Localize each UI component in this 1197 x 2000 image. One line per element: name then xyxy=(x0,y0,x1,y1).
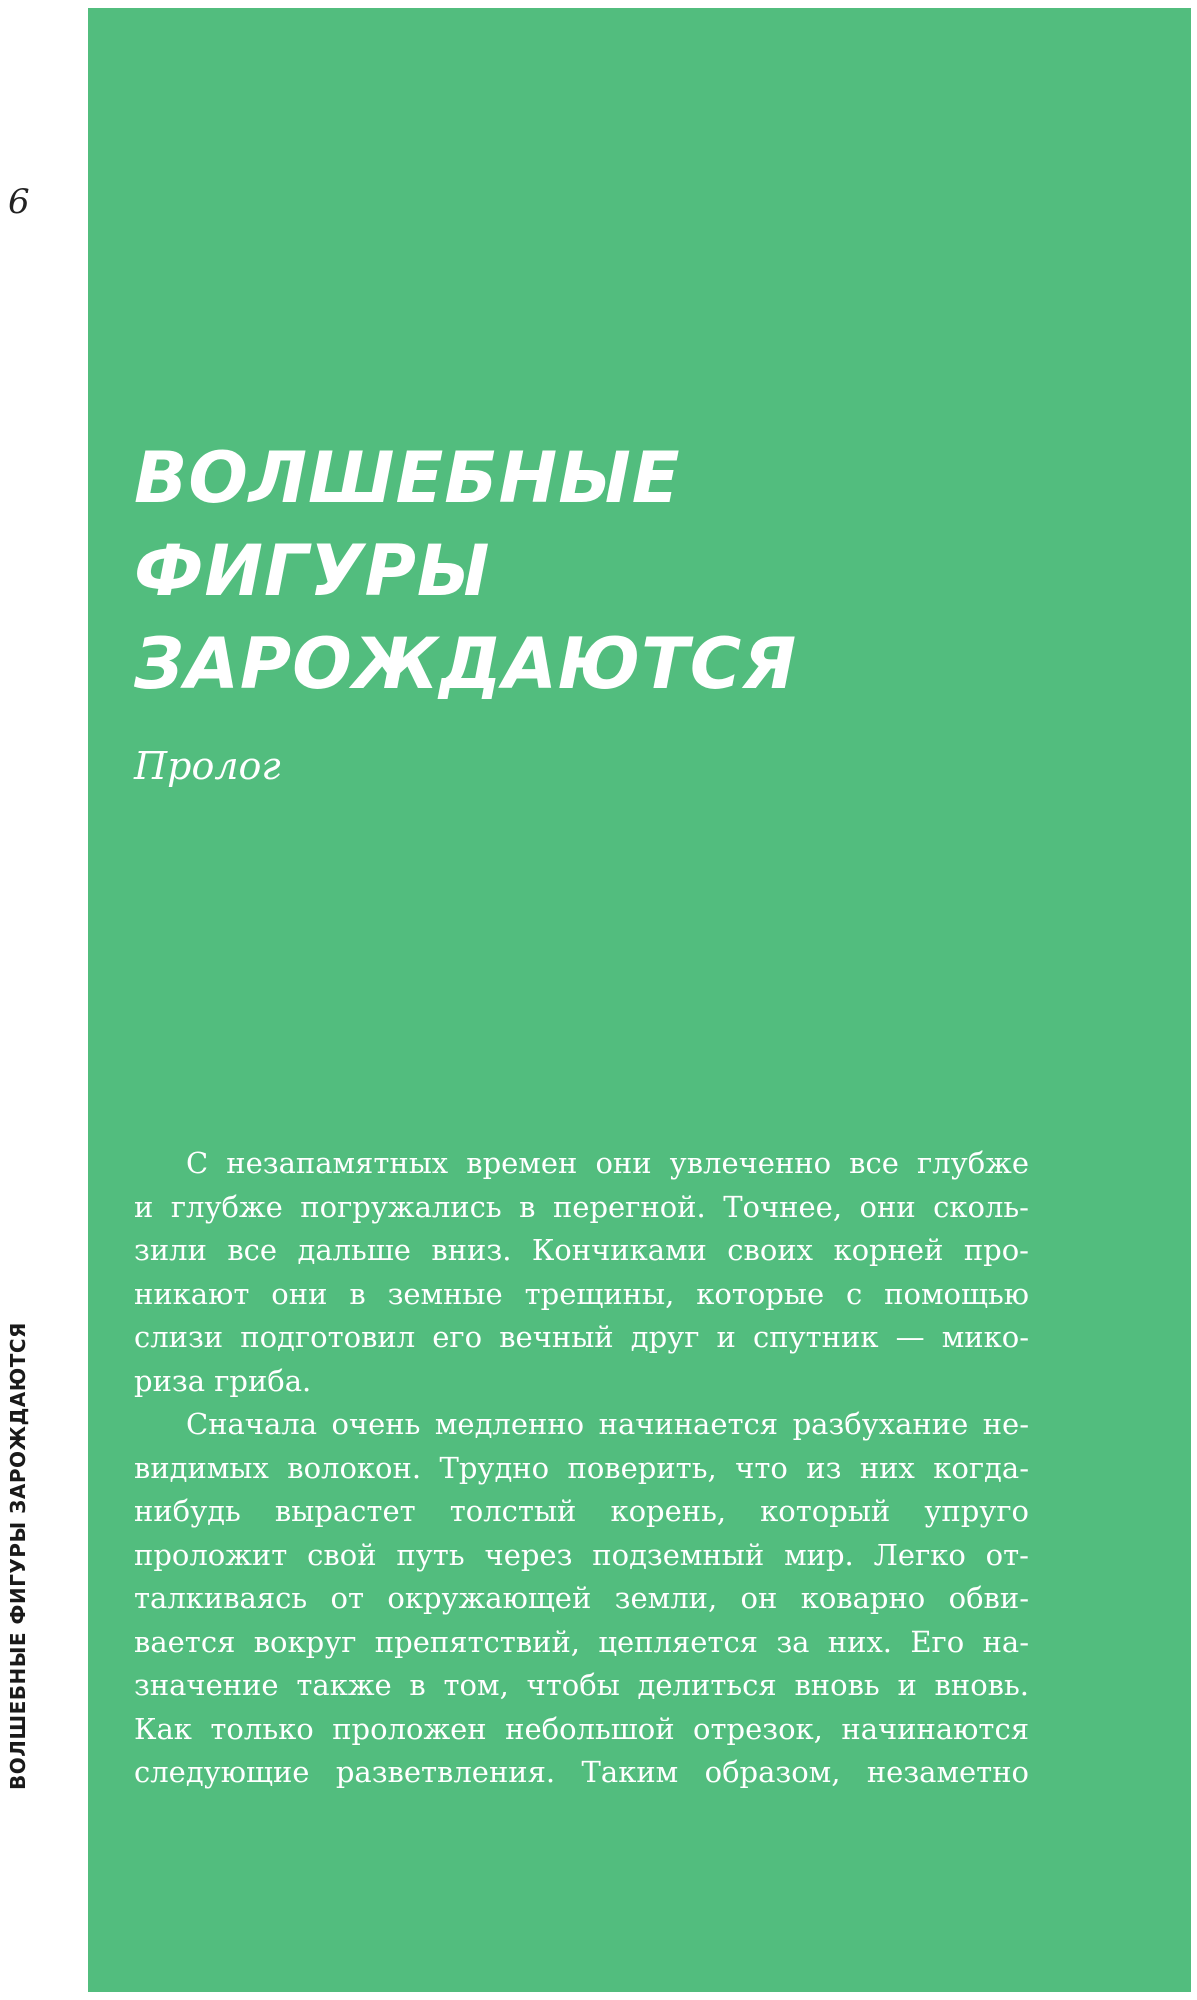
paragraph xyxy=(134,1403,1029,1795)
text-line: Как только проложен небольшой отрезок, начинаются xyxy=(134,1711,1029,1746)
text-line: видимых волокон. Трудно поверить, что из них когда- xyxy=(134,1450,1029,1485)
text-line: и глубже погружались в перегной. Точнее, они сколь- xyxy=(134,1189,1029,1224)
chapter-title-line: ЗАРОЖДАЮТСЯ xyxy=(134,623,798,705)
paragraph xyxy=(134,1142,1029,1403)
chapter-subtitle: Пролог xyxy=(134,744,281,788)
text-line: Сначала очень медленно начинается разбухание не- xyxy=(186,1407,1029,1441)
running-head: ВОЛШЕБНЫЕ ФИГУРЫ ЗАРОЖДАЮТСЯ xyxy=(6,1322,30,1790)
body-text xyxy=(134,1142,1029,1795)
text-line: зили все дальше вниз. Кончиками своих корней про- xyxy=(134,1233,1029,1267)
chapter-title-line: ВОЛШЕБНЫЕ xyxy=(134,437,681,519)
text-line: талкиваясь от окружающей земли, он коварно обви- xyxy=(134,1581,1029,1615)
text-line: риза гриба. xyxy=(134,1363,312,1398)
chapter-title-line: ФИГУРЫ xyxy=(134,530,491,612)
chapter-title xyxy=(134,432,797,711)
text-line: проложит свой путь через подземный мир. Легко от- xyxy=(134,1537,1029,1572)
text-line: слизи подготовил его вечный друг и спутник — мико- xyxy=(134,1320,1029,1354)
text-line: следующие разветвления. Таким образом, незаметно xyxy=(134,1755,1029,1789)
page-number: 6 xyxy=(8,182,30,222)
text-line: никают они в земные трещины, которые с помощью xyxy=(134,1276,1029,1311)
text-line: С незапамятных времен они увлеченно все глубже xyxy=(186,1146,1029,1180)
text-line: нибудь вырастет толстый корень, который упруго xyxy=(134,1494,1029,1528)
text-line: значение также в том, чтобы делиться вновь и вновь. xyxy=(134,1668,1029,1702)
text-line: вается вокруг препятствий, цепляется за них. Его на- xyxy=(134,1624,1029,1659)
